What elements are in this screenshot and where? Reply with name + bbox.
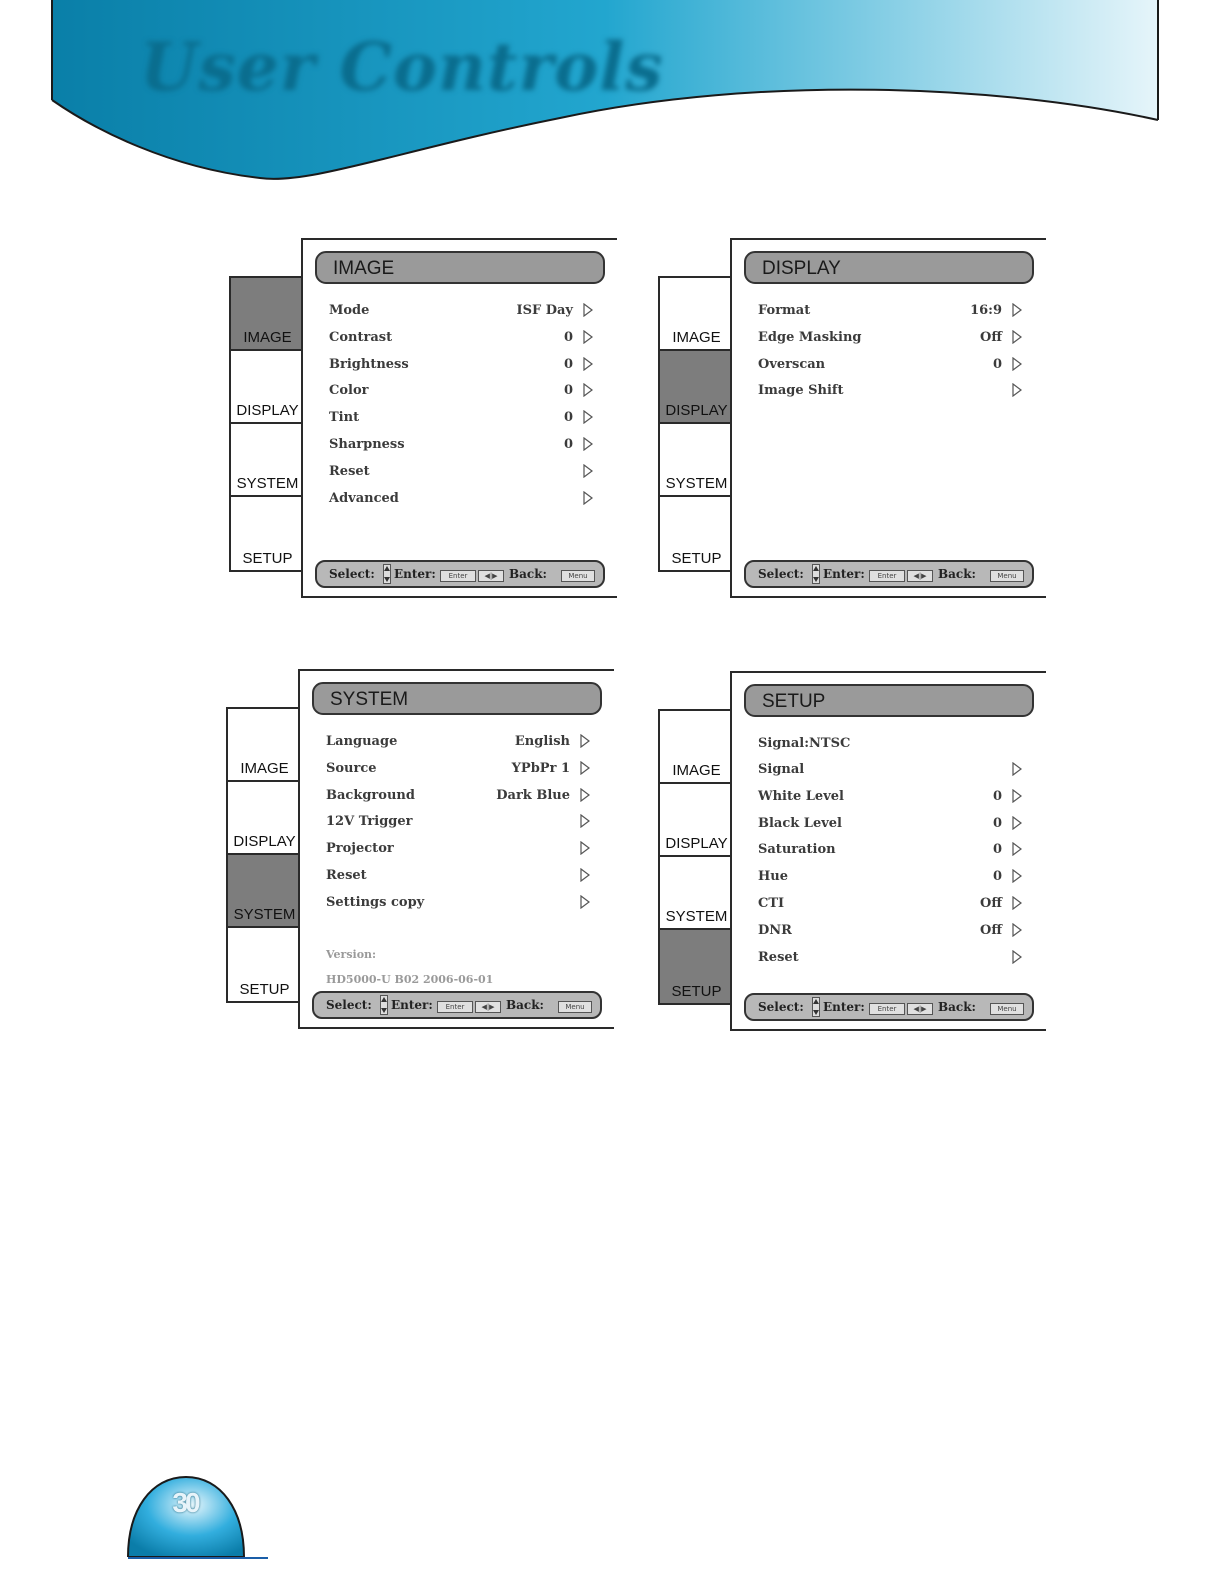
panel-title: SYSTEM	[330, 689, 409, 710]
menu-item-cti[interactable]	[758, 893, 1022, 920]
up-down-arrows-icon	[812, 564, 820, 584]
tab-setup[interactable]: SETUP	[239, 981, 290, 998]
enter-key: Enter	[869, 570, 905, 582]
menu-item-value: 0	[992, 356, 1002, 372]
menu-item-label: Projector	[326, 841, 394, 857]
panel-title-bar	[744, 251, 1034, 284]
right-arrow-icon	[580, 868, 590, 882]
osd-image-menu	[229, 238, 619, 598]
tab-system[interactable]: SYSTEM	[660, 424, 733, 497]
right-arrow-icon	[583, 491, 593, 505]
enter-label: Enter:	[823, 567, 865, 581]
back-label: Back:	[509, 567, 547, 581]
menu-item-label: Image Shift	[758, 383, 844, 399]
left-right-keys-icon: ◀|▶	[475, 1001, 501, 1013]
menu-item-value: 0	[992, 788, 1002, 804]
up-down-arrows-icon	[812, 997, 820, 1017]
right-arrow-icon	[1012, 762, 1022, 776]
page-header-banner	[0, 0, 1224, 200]
menu-item-value: Dark Blue	[496, 787, 570, 803]
menu-item-label: Overscan	[758, 356, 826, 372]
menu-item-hue[interactable]	[758, 866, 1022, 893]
menu-item-label: Saturation	[758, 842, 836, 858]
menu-item-value: 0	[563, 436, 573, 452]
key-help-bar	[744, 993, 1034, 1021]
menu-item-value: 0	[992, 842, 1002, 858]
right-arrow-icon	[583, 383, 593, 397]
menu-item-label: Reset	[326, 867, 367, 883]
right-arrow-icon	[583, 410, 593, 424]
footer-rule	[128, 1557, 268, 1559]
menu-item-settings-copy[interactable]	[326, 892, 590, 919]
key-help-bar	[315, 560, 605, 588]
right-arrow-icon	[580, 814, 590, 828]
menu-item-label: Reset	[758, 949, 799, 965]
right-arrow-icon	[1012, 789, 1022, 803]
tab-system[interactable]: SYSTEM	[660, 857, 733, 930]
menu-item-projector[interactable]	[326, 838, 590, 865]
menu-item-value: 0	[563, 410, 573, 426]
right-arrow-icon	[580, 734, 590, 748]
menu-item-reset[interactable]	[326, 865, 590, 892]
right-arrow-icon	[580, 841, 590, 855]
menu-item-reset[interactable]	[329, 461, 593, 488]
select-label: Select:	[758, 567, 804, 581]
menu-item-format[interactable]	[758, 300, 1022, 327]
back-label: Back:	[938, 567, 976, 581]
right-arrow-icon	[580, 761, 590, 775]
menu-item-value: 0	[992, 815, 1002, 831]
right-arrow-icon	[583, 303, 593, 317]
menu-item-value: Off	[980, 895, 1002, 911]
display-panel	[730, 238, 1046, 598]
right-arrow-icon	[1012, 303, 1022, 317]
tab-display[interactable]: DISPLAY	[231, 351, 304, 424]
left-right-keys-icon: ◀|▶	[907, 570, 933, 582]
menu-item-value: 16:9	[970, 303, 1002, 318]
tab-system[interactable]: SYSTEM	[231, 424, 304, 497]
menu-item-brightness[interactable]	[329, 354, 593, 381]
menu-items	[758, 300, 1022, 407]
menu-item-label: Edge Masking	[758, 329, 862, 345]
menu-item-image-shift[interactable]	[758, 380, 1022, 407]
menu-item-white-level[interactable]	[758, 786, 1022, 813]
menu-item-label: DNR	[758, 922, 792, 938]
select-label: Select:	[758, 1000, 804, 1014]
right-arrow-icon	[1012, 896, 1022, 910]
right-arrow-icon	[1012, 869, 1022, 883]
menu-tabs	[658, 709, 733, 1005]
menu-items	[329, 300, 593, 514]
right-arrow-icon	[1012, 923, 1022, 937]
right-arrow-icon	[580, 788, 590, 802]
key-help-bar	[312, 991, 602, 1019]
menu-item-label: Hue	[758, 869, 789, 885]
menu-item-label: Background	[326, 787, 415, 803]
signal-info	[758, 733, 1022, 760]
tab-display[interactable]: DISPLAY	[660, 351, 733, 424]
image-panel	[301, 238, 617, 598]
panel-title: DISPLAY	[762, 258, 841, 279]
right-arrow-icon	[580, 895, 590, 909]
right-arrow-icon	[583, 464, 593, 478]
panel-title: SETUP	[762, 691, 826, 712]
menu-item-value: English	[514, 734, 570, 749]
menu-item-reset[interactable]	[758, 947, 1022, 974]
menu-tabs	[658, 276, 733, 572]
enter-label: Enter:	[823, 1000, 865, 1014]
menu-item-mode[interactable]	[329, 300, 593, 327]
version-label: Version:	[326, 948, 377, 961]
enter-key: Enter	[440, 570, 476, 582]
menu-item-value: 0	[563, 356, 573, 372]
enter-label: Enter:	[394, 567, 436, 581]
menu-item-value: 0	[992, 869, 1002, 885]
back-label: Back:	[938, 1000, 976, 1014]
menu-item-label: Black Level	[758, 815, 842, 831]
menu-item-black-level[interactable]	[758, 813, 1022, 840]
tab-setup[interactable]: SETUP	[242, 550, 293, 567]
menu-item-label: Color	[329, 383, 369, 399]
select-label: Select:	[326, 998, 372, 1012]
menu-items	[326, 731, 590, 919]
right-arrow-icon	[583, 437, 593, 451]
menu-key: Menu	[558, 1001, 592, 1013]
panel-title: IMAGE	[333, 258, 395, 279]
tab-image[interactable]: IMAGE	[660, 278, 733, 351]
menu-item-sharpness[interactable]	[329, 434, 593, 461]
menu-item-label: Brightness	[329, 356, 409, 372]
tab-image[interactable]: IMAGE	[660, 711, 733, 784]
menu-item-label: Sharpness	[329, 436, 405, 452]
menu-item-value: 0	[563, 329, 573, 345]
system-panel	[298, 669, 614, 1029]
menu-item-language[interactable]	[326, 731, 590, 758]
left-right-keys-icon: ◀|▶	[478, 570, 504, 582]
menu-item-background[interactable]	[326, 785, 590, 812]
menu-item-saturation[interactable]	[758, 839, 1022, 866]
right-arrow-icon	[1012, 816, 1022, 830]
menu-item-value: 0	[563, 383, 573, 399]
menu-item-dnr[interactable]	[758, 920, 1022, 947]
right-arrow-icon	[1012, 357, 1022, 371]
menu-item-label: CTI	[758, 895, 785, 911]
menu-tabs	[226, 707, 301, 1003]
signal-info-text: Signal:NTSC	[758, 736, 851, 751]
menu-item-label: Settings copy	[326, 894, 425, 910]
menu-item-label: Signal	[758, 762, 805, 777]
right-arrow-icon	[1012, 383, 1022, 397]
menu-item-label: Language	[326, 734, 398, 749]
panel-title-bar	[315, 251, 605, 284]
menu-item-signal[interactable]	[758, 759, 1022, 786]
back-label: Back:	[506, 998, 544, 1012]
menu-item-12v-trigger[interactable]	[326, 811, 590, 838]
up-down-arrows-icon	[380, 995, 388, 1015]
menu-item-label: White Level	[758, 788, 844, 804]
osd-system-menu	[226, 669, 616, 1029]
tab-setup[interactable]: SETUP	[660, 930, 733, 1003]
right-arrow-icon	[583, 330, 593, 344]
enter-key: Enter	[437, 1001, 473, 1013]
page-number: 30	[172, 1487, 198, 1518]
up-down-arrows-icon	[383, 564, 391, 584]
menu-key: Menu	[561, 570, 595, 582]
tab-system[interactable]: SYSTEM	[228, 855, 301, 928]
menu-item-label: Mode	[329, 303, 370, 318]
tab-display[interactable]: DISPLAY	[228, 782, 301, 855]
menu-item-label: 12V Trigger	[326, 814, 413, 830]
menu-item-label: Format	[758, 303, 811, 318]
version-value: HD5000-U B02 2006-06-01	[326, 973, 494, 986]
menu-item-value: Off	[980, 329, 1002, 345]
menu-item-label: Source	[326, 760, 377, 776]
menu-item-source[interactable]	[326, 758, 590, 785]
enter-label: Enter:	[391, 998, 433, 1012]
menu-item-value: YPbPr 1	[511, 760, 570, 776]
page-title: User Controls	[140, 28, 664, 106]
menu-item-label: Advanced	[329, 490, 399, 506]
key-help-bar	[744, 560, 1034, 588]
right-arrow-icon	[583, 357, 593, 371]
panel-title-bar	[312, 682, 602, 715]
menu-items	[758, 759, 1022, 973]
menu-item-advanced[interactable]	[329, 488, 593, 515]
osd-display-menu	[658, 238, 1048, 598]
menu-item-value: ISF Day	[516, 303, 573, 318]
enter-key: Enter	[869, 1003, 905, 1015]
tab-setup[interactable]: SETUP	[671, 550, 722, 567]
select-label: Select:	[329, 567, 375, 581]
tab-display[interactable]: DISPLAY	[660, 784, 733, 857]
menu-item-label: Tint	[329, 410, 360, 426]
right-arrow-icon	[1012, 950, 1022, 964]
right-arrow-icon	[1012, 842, 1022, 856]
menu-item-color[interactable]	[329, 380, 593, 407]
menu-tabs	[229, 276, 304, 572]
osd-setup-menu	[658, 671, 1048, 1031]
right-arrow-icon	[1012, 330, 1022, 344]
setup-panel	[730, 671, 1046, 1031]
left-right-keys-icon: ◀|▶	[907, 1003, 933, 1015]
menu-key: Menu	[990, 1003, 1024, 1015]
menu-item-label: Reset	[329, 463, 370, 479]
menu-item-value: Off	[980, 922, 1002, 938]
menu-item-label: Contrast	[329, 329, 393, 345]
menu-item-edge-masking[interactable]	[758, 327, 1022, 354]
panel-title-bar	[744, 684, 1034, 717]
menu-key: Menu	[990, 570, 1024, 582]
tab-image[interactable]: IMAGE	[228, 709, 301, 782]
tab-image[interactable]: IMAGE	[231, 278, 304, 351]
menu-item-contrast[interactable]	[329, 327, 593, 354]
menu-item-overscan[interactable]	[758, 354, 1022, 381]
menu-item-tint[interactable]	[329, 407, 593, 434]
